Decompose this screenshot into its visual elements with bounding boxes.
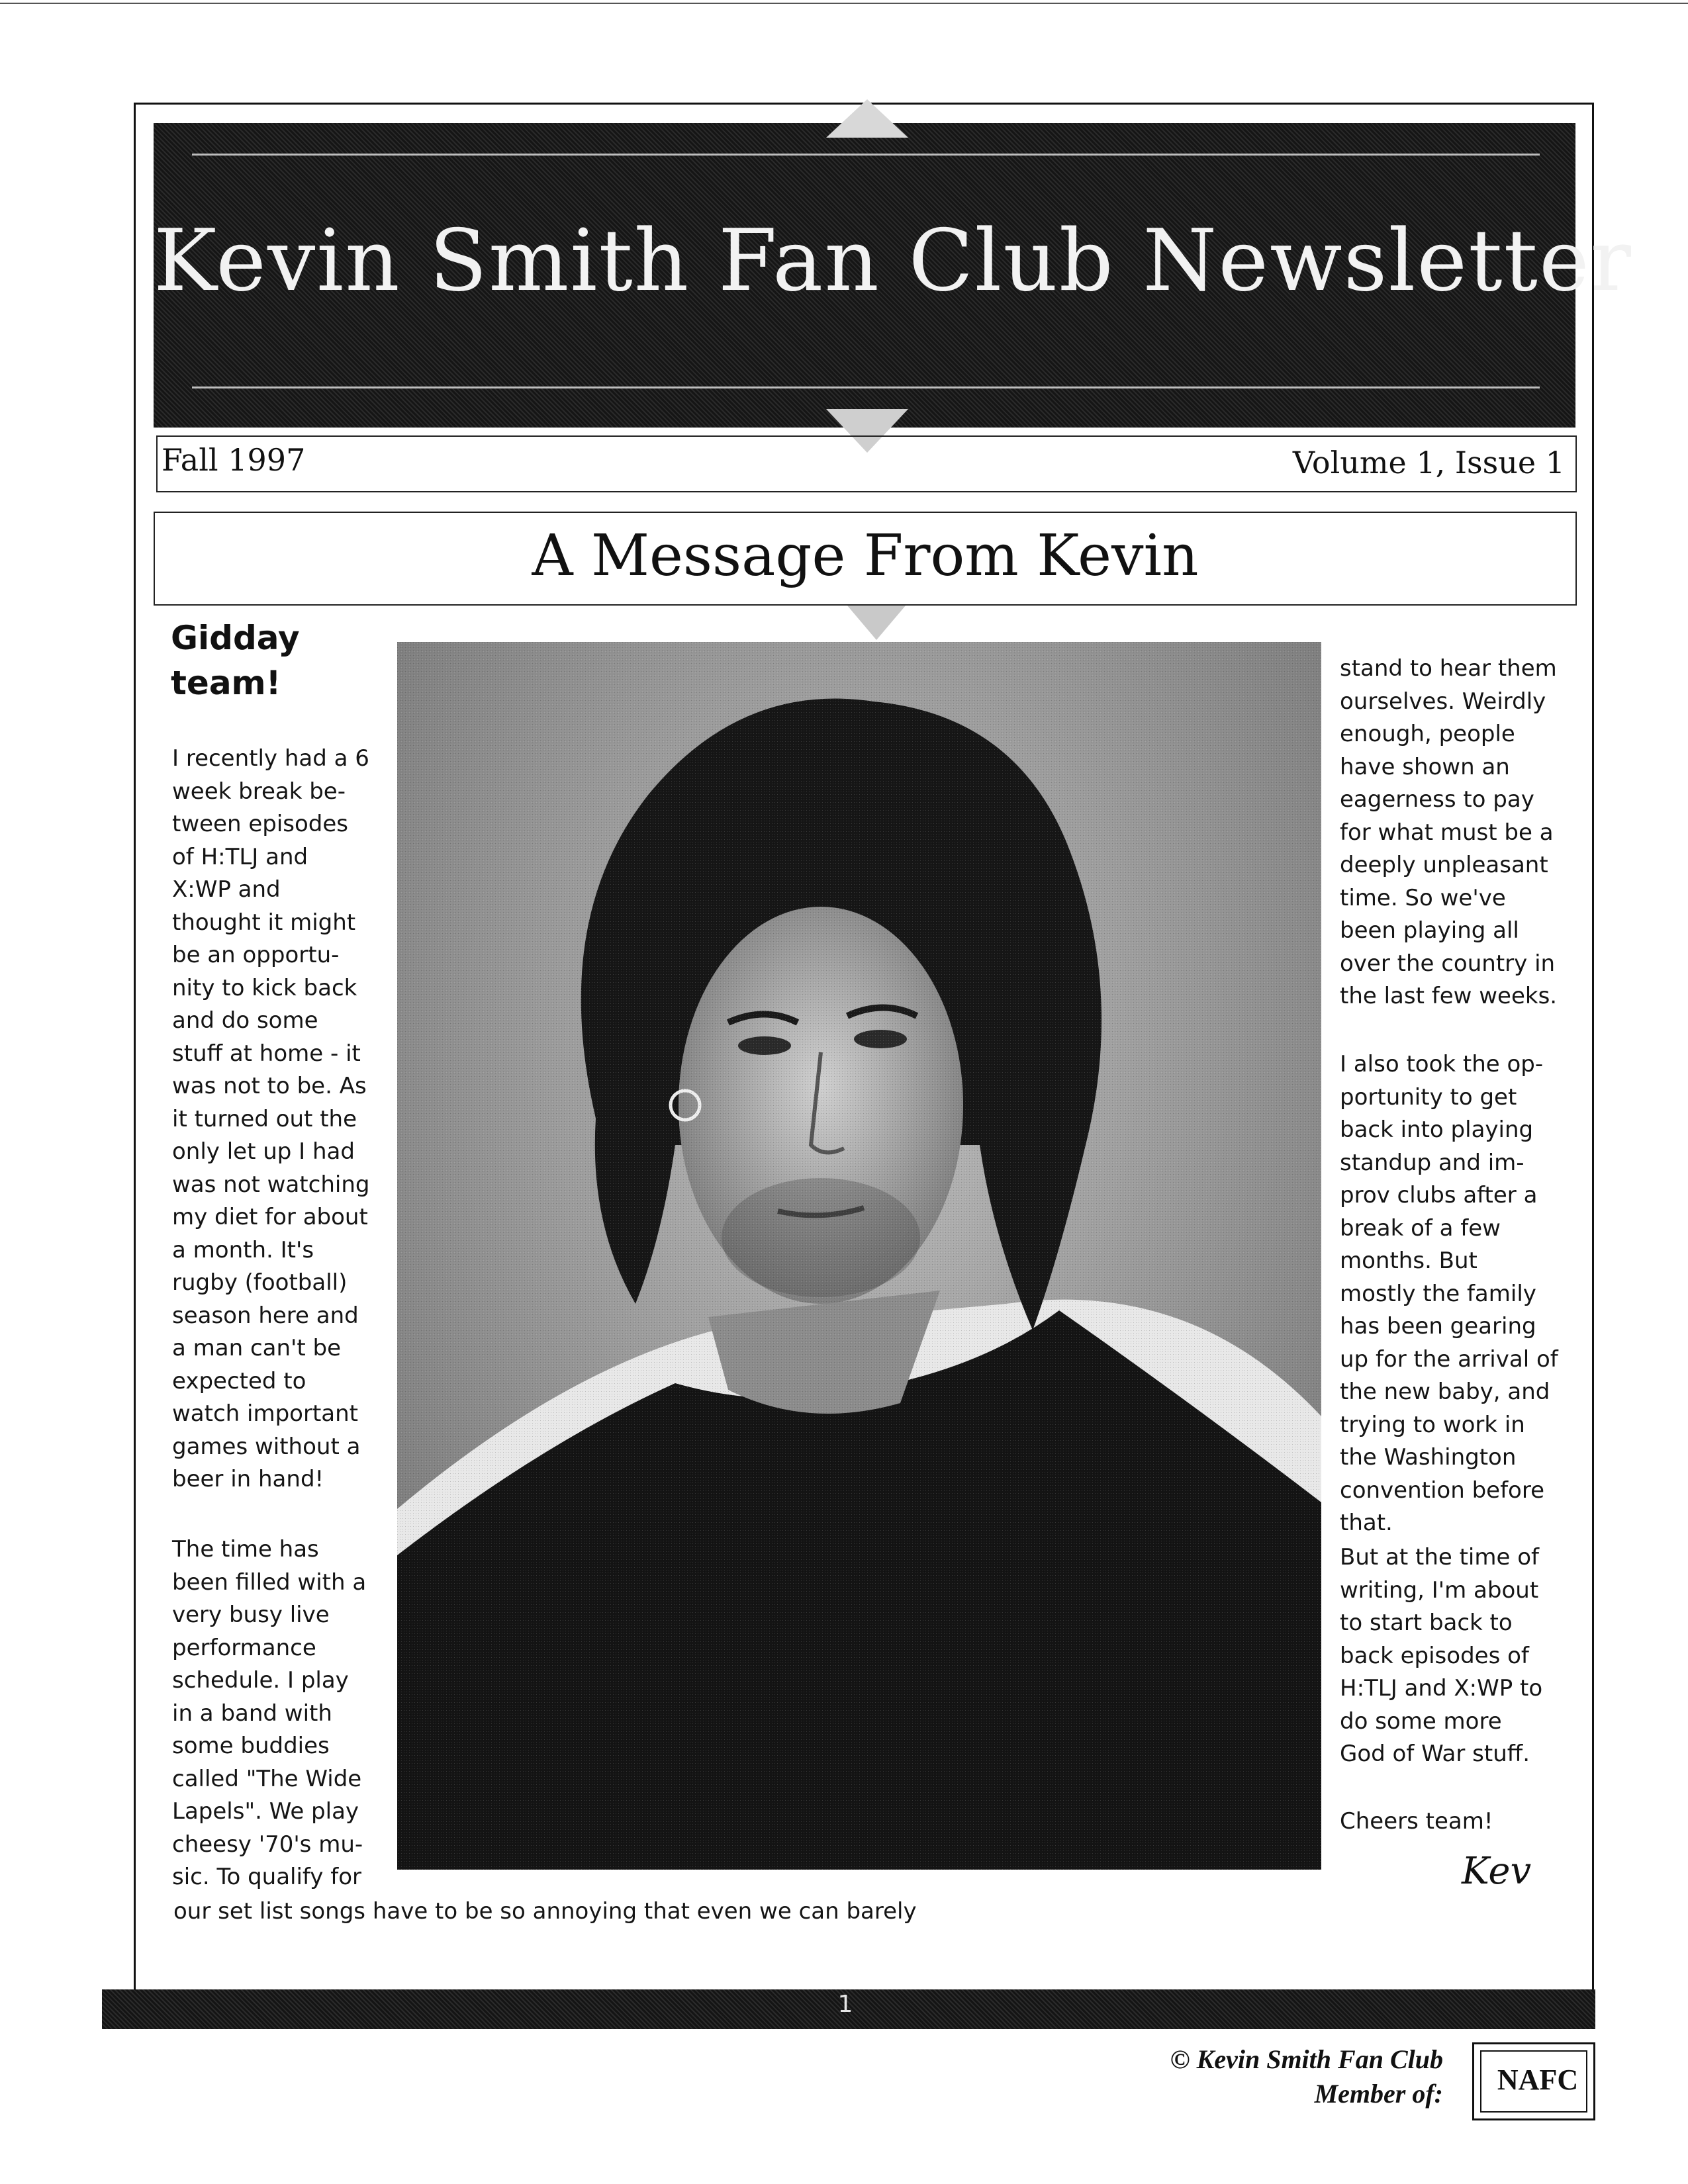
right-column-paragraph-1: stand to hear them ourselves. Weirdly enough, people have shown an eagerness to pay for what must be a deeply unpleasant time. So we've been playing all over the country in the last few weeks. <box>1340 655 1558 1009</box>
article-continuation-line: our set list songs have to be so annoying that even we can barely <box>173 1898 917 1925</box>
right-column-paragraph-3: But at the time of writing, I'm about to start back to back episodes of H:TLJ and X:WP to do some more God of War stuff. <box>1340 1544 1543 1767</box>
member-of-label: Member of: <box>1314 2079 1443 2109</box>
copyright-notice: © Kevin Smith Fan Club <box>1170 2044 1443 2074</box>
top-scan-rule <box>0 3 1688 4</box>
issue-season: Fall 1997 <box>162 442 306 478</box>
portrait-photo <box>397 642 1321 1870</box>
headline-triangle-ornament <box>847 606 906 640</box>
signature: Kev <box>1462 1850 1532 1893</box>
article-greeting: Gidday team! <box>171 619 300 702</box>
issue-volume: Volume 1, Issue 1 <box>1292 445 1565 480</box>
page-number: 1 <box>837 1991 853 2018</box>
left-column-paragraph-2: The time has been filled with a very busy live performance schedule. I play in a band with some buddies called "The Wide Lapels". We play cheesy '70's mu- sic. To qualify for <box>172 1536 367 1890</box>
left-column-paragraph-1: I recently had a 6 week break be- tween episodes of H:TLJ and X:WP and thought it might be an opportu- nity to kick back and do some stuff at home - it was not to be. As it turned out the only let up I had was not watching my diet for about a month. It's rugby (football) season here and a man can't be expected to watch important games without a beer in hand! <box>172 745 370 1492</box>
right-column-paragraph-2: I also took the op- portunity to get back into playing standup and im- prov clubs after a break of a few months. But mostly the family has been gearing up for the arrival of the new baby, and trying to work in the Washington convention before that. <box>1340 1051 1558 1536</box>
masthead-top-rule <box>192 154 1540 156</box>
masthead-title: Kevin Smith Fan Club Newsletter <box>154 212 1632 310</box>
masthead-bottom-rule <box>192 387 1540 388</box>
nafc-logo-text: NAFC <box>1497 2064 1579 2096</box>
masthead-top-triangle-ornament <box>826 99 908 138</box>
article-closing: Cheers team! <box>1340 1808 1493 1835</box>
article-headline: A Message From Kevin <box>532 523 1199 589</box>
